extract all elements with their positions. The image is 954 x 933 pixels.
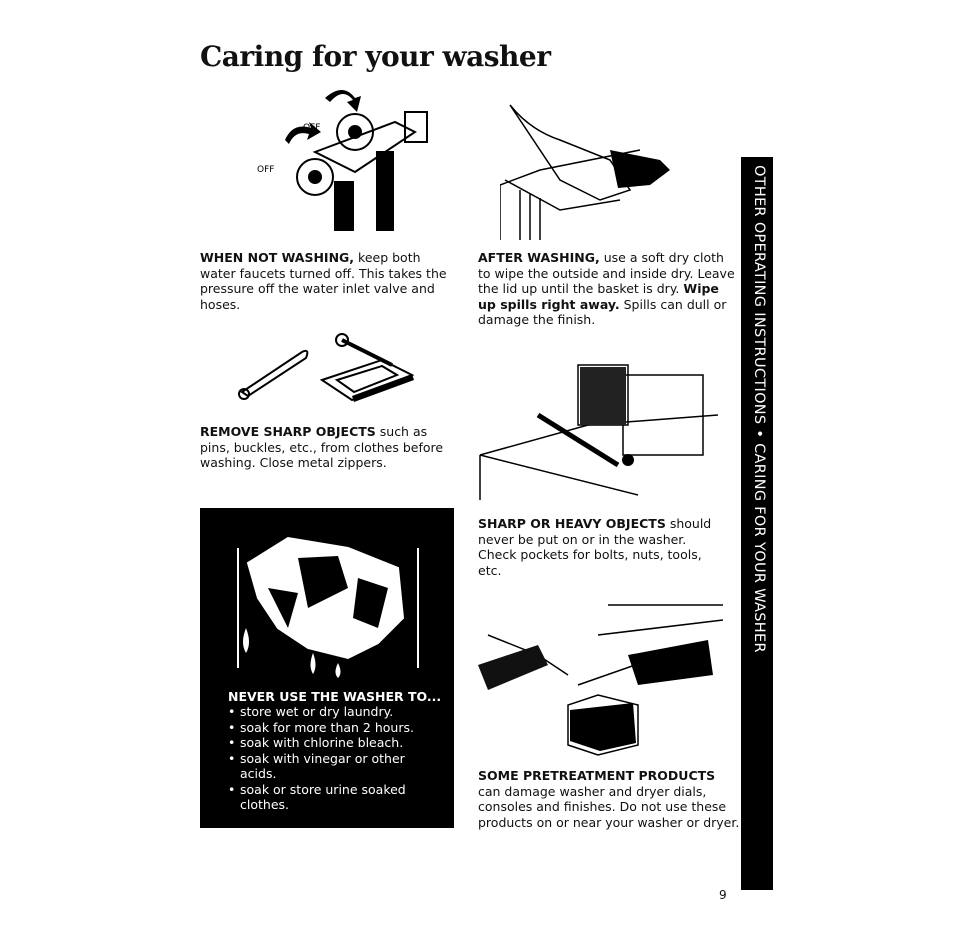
spray-can-illustration <box>478 595 723 760</box>
never-use-heading: NEVER USE THE WASHER TO... <box>228 689 442 704</box>
list-item: • soak for more than 2 hours. <box>228 720 438 736</box>
remove-sharp-body: such as pins, buckles, etc., from clothes before washing. Close metal zippers. <box>200 424 444 470</box>
when-not-washing-body: keep both water faucets turned off. This takes the pressure off the water inlet valve and hoses. <box>200 250 447 312</box>
pretreatment-text <box>478 768 740 830</box>
after-washing-body: use a soft dry cloth to wipe the outside and inside dry. Leave the lid up until the basket is dry. <box>478 250 735 296</box>
never-use-list <box>228 704 438 813</box>
list-item: • soak or store urine soaked clothes. <box>228 782 438 813</box>
remove-sharp-lead: REMOVE SHARP OBJECTS <box>200 424 376 439</box>
off-label-upper: OFF <box>303 123 321 133</box>
list-item: • soak with vinegar or other acids. <box>228 751 438 782</box>
toolbox-illustration <box>478 355 718 500</box>
pretreatment-body: can damage washer and dryer dials, consoles and finishes. Do not use these products on or near your washer or dryer. <box>478 783 740 830</box>
faucet-illustration <box>255 82 445 232</box>
pin-buckle-illustration <box>232 330 432 410</box>
after-washing-text <box>478 250 738 328</box>
wet-laundry-illustration <box>228 528 428 678</box>
wiping-cloth-illustration <box>500 90 690 245</box>
never-use-panel <box>200 508 454 828</box>
when-not-washing-lead: WHEN NOT WASHING, <box>200 250 355 265</box>
wipe-spills-lead: Wipe up spills right away. <box>478 281 719 312</box>
pretreatment-lead: SOME PRETREATMENT PRODUCTS <box>478 768 716 783</box>
wipe-spills-body: Spills can dull or damage the finish. <box>478 296 727 327</box>
section-sidebar-tab <box>741 157 773 890</box>
list-item: • soak with chlorine bleach. <box>228 735 438 751</box>
remove-sharp-text <box>200 424 458 471</box>
sharp-heavy-body: should never be put on or in the washer. Check pockets for bolts, nuts, tools, etc. <box>478 516 712 578</box>
sharp-heavy-lead: SHARP OR HEAVY OBJECTS <box>478 516 666 531</box>
page-number: 9 <box>719 888 727 902</box>
list-item: • store wet or dry laundry. <box>228 704 438 720</box>
sharp-heavy-text <box>478 516 713 578</box>
page-title: Caring for your washer <box>200 40 551 73</box>
when-not-washing-text <box>200 250 460 312</box>
after-washing-lead: AFTER WASHING, <box>478 250 600 265</box>
off-label-lower: OFF <box>257 165 275 175</box>
sidebar-label: OTHER OPERATING INSTRUCTIONS • CARING FOR YOUR WASHER <box>751 165 767 653</box>
